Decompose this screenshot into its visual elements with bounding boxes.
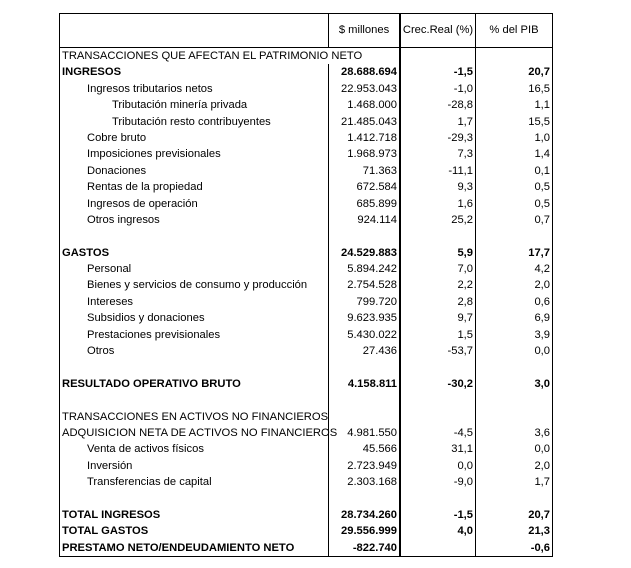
cell-crec-real: 4,0 [401, 523, 476, 539]
table-row [60, 343, 552, 359]
cell-pib: 1,1 [534, 99, 550, 112]
cell-pib [476, 409, 552, 425]
table-row [60, 474, 552, 490]
cell-pib: 2,0 [534, 459, 550, 472]
table-row [60, 523, 552, 539]
table-row [60, 196, 552, 212]
row-label: Intereses [60, 294, 329, 310]
cell-millones [329, 228, 401, 244]
row-label: Donaciones [60, 163, 329, 179]
spacer-row [60, 392, 552, 408]
row-label: Ingresos tributarios netos [60, 81, 329, 97]
cell-crec-real: 25,2 [401, 212, 476, 228]
row-label [60, 228, 329, 244]
table-row [60, 458, 552, 474]
cell-millones: 28.688.694 [329, 64, 401, 80]
table-row [60, 409, 552, 425]
row-label: Personal [60, 261, 329, 277]
cell-pib: 20,7 [528, 66, 550, 79]
cell-millones: 27.436 [329, 343, 401, 359]
cell-millones [329, 392, 401, 408]
row-label: Tributación minería privada [60, 97, 329, 113]
cell-crec-real: -28,8 [401, 97, 476, 113]
cell-millones: 29.556.999 [329, 523, 401, 539]
row-label: Otros ingresos [60, 212, 329, 228]
table-row [60, 48, 552, 64]
row-label: Venta de activos físicos [60, 441, 329, 457]
table-row [60, 327, 552, 343]
row-label: Ingresos de operación [60, 196, 329, 212]
cell-crec-real: -11,1 [401, 163, 476, 179]
header-label [60, 14, 329, 47]
table-row [60, 179, 552, 195]
cell-millones: 1.468.000 [329, 97, 401, 113]
cell-millones: 5.430.022 [329, 327, 401, 343]
cell-pib: 4,2 [534, 263, 550, 276]
cell-crec-real [401, 48, 476, 64]
table-row [60, 294, 552, 310]
cell-millones: 9.623.935 [329, 310, 401, 326]
cell-millones: 924.114 [329, 212, 401, 228]
cell-crec-real: 9,7 [401, 310, 476, 326]
cell-crec-real: -53,7 [401, 343, 476, 359]
table-row [60, 277, 552, 293]
row-label: PRESTAMO NETO/ENDEUDAMIENTO NETO [60, 540, 329, 556]
cell-pib: 1,7 [534, 476, 550, 489]
cell-pib: 1,4 [534, 148, 550, 161]
cell-crec-real [401, 359, 476, 375]
cell-millones [329, 359, 401, 375]
cell-crec-real: -30,2 [401, 376, 476, 392]
cell-millones: 1.968.973 [329, 146, 401, 162]
header-crec-real: Crec.Real (%) [401, 14, 476, 47]
cell-crec-real: 1,5 [401, 327, 476, 343]
row-label: Prestaciones previsionales [60, 327, 329, 343]
cell-pib: 0,5 [534, 181, 550, 194]
cell-millones: 24.529.883 [329, 245, 401, 261]
table-row [60, 540, 552, 556]
table-header-row [60, 14, 552, 48]
spacer-row [60, 359, 552, 375]
row-label: Cobre bruto [60, 130, 329, 146]
cell-pib: 0,0 [534, 345, 550, 358]
cell-pib: 15,5 [528, 115, 550, 128]
cell-pib: 17,7 [528, 246, 550, 259]
table-row [60, 163, 552, 179]
cell-millones: 799.720 [329, 294, 401, 310]
cell-crec-real: -1,0 [401, 81, 476, 97]
row-label: Imposiciones previsionales [60, 146, 329, 162]
table-row [60, 425, 552, 441]
cell-millones: 672.584 [329, 179, 401, 195]
row-label [60, 359, 329, 375]
cell-millones: 22.953.043 [329, 81, 401, 97]
cell-crec-real: -4,5 [401, 425, 476, 441]
cell-pib: 6,9 [534, 312, 550, 325]
row-label: INGRESOS [60, 64, 329, 80]
cell-pib [476, 491, 552, 507]
row-label: Inversión [60, 458, 329, 474]
cell-millones: 1.412.718 [329, 130, 401, 146]
table-row [60, 507, 552, 523]
cell-crec-real: 5,9 [401, 245, 476, 261]
row-label: TRANSACCIONES EN ACTIVOS NO FINANCIEROS [60, 409, 329, 425]
cell-millones: 2.754.528 [329, 277, 401, 293]
cell-crec-real: -1,5 [401, 507, 476, 523]
cell-millones: 2.723.949 [329, 458, 401, 474]
cell-millones: 71.363 [329, 163, 401, 179]
spacer-row [60, 228, 552, 244]
cell-millones [329, 491, 401, 507]
row-label: Transferencias de capital [60, 474, 329, 490]
header-pib: % del PIB [489, 24, 539, 36]
cell-crec-real: 2,8 [401, 294, 476, 310]
row-label [60, 491, 329, 507]
cell-millones: -822.740 [329, 540, 401, 556]
table-row [60, 376, 552, 392]
cell-crec-real: 31,1 [401, 441, 476, 457]
table-row [60, 114, 552, 130]
table-row [60, 310, 552, 326]
table-row [60, 97, 552, 113]
cell-pib: 0,5 [534, 197, 550, 210]
table-row [60, 64, 552, 80]
fiscal-table [59, 13, 553, 557]
cell-crec-real: -9,0 [401, 474, 476, 490]
cell-pib [476, 228, 552, 244]
table-row [60, 130, 552, 146]
cell-pib: -0,6 [530, 541, 550, 554]
cell-pib: 0,0 [534, 443, 550, 456]
cell-crec-real [401, 392, 476, 408]
cell-pib [476, 48, 552, 64]
cell-pib: 21,3 [528, 525, 550, 538]
cell-millones: 5.894.242 [329, 261, 401, 277]
row-label [60, 392, 329, 408]
cell-pib [476, 359, 552, 375]
cell-millones: 45.566 [329, 441, 401, 457]
header-millones: $ millones [329, 14, 401, 47]
cell-pib [476, 392, 552, 408]
cell-pib: 0,1 [534, 164, 550, 177]
spacer-row [60, 491, 552, 507]
cell-crec-real: 2,2 [401, 277, 476, 293]
cell-millones: 28.734.260 [329, 507, 401, 523]
table-row [60, 81, 552, 97]
cell-millones [329, 48, 401, 64]
table-row [60, 441, 552, 457]
cell-pib: 3,6 [534, 426, 550, 439]
cell-crec-real: -29,3 [401, 130, 476, 146]
table-row [60, 245, 552, 261]
cell-crec-real [401, 409, 476, 425]
cell-crec-real [401, 540, 476, 556]
table-body [60, 48, 552, 556]
cell-crec-real: 1,6 [401, 196, 476, 212]
cell-millones [329, 409, 401, 425]
cell-pib: 3,0 [534, 377, 550, 390]
cell-pib: 1,0 [534, 131, 550, 144]
cell-pib: 16,5 [528, 82, 550, 95]
row-label: TOTAL INGRESOS [60, 507, 329, 523]
row-label: TOTAL GASTOS [60, 523, 329, 539]
cell-crec-real: 1,7 [401, 114, 476, 130]
cell-pib: 2,0 [534, 279, 550, 292]
table-row [60, 146, 552, 162]
row-label: RESULTADO OPERATIVO BRUTO [60, 376, 329, 392]
cell-pib: 0,7 [534, 213, 550, 226]
cell-crec-real [401, 491, 476, 507]
row-label: Rentas de la propiedad [60, 179, 329, 195]
cell-millones: 2.303.168 [329, 474, 401, 490]
row-label: Otros [60, 343, 329, 359]
cell-millones: 4.158.811 [329, 376, 401, 392]
cell-pib: 3,9 [534, 328, 550, 341]
row-label: ADQUISICION NETA DE ACTIVOS NO FINANCIEROS [60, 425, 329, 441]
cell-crec-real: 7,3 [401, 146, 476, 162]
cell-crec-real: 0,0 [401, 458, 476, 474]
cell-pib: 20,7 [528, 508, 550, 521]
cell-crec-real: -1,5 [401, 64, 476, 80]
cell-millones: 685.899 [329, 196, 401, 212]
cell-millones: 21.485.043 [329, 114, 401, 130]
cell-pib: 0,6 [534, 295, 550, 308]
row-label: TRANSACCIONES QUE AFECTAN EL PATRIMONIO NETO [62, 50, 363, 62]
table-row [60, 261, 552, 277]
row-label: Bienes y servicios de consumo y producción [60, 277, 329, 293]
cell-crec-real [401, 228, 476, 244]
row-label: Tributación resto contribuyentes [60, 114, 329, 130]
cell-crec-real: 9,3 [401, 179, 476, 195]
row-label: GASTOS [60, 245, 329, 261]
row-label: Subsidios y donaciones [60, 310, 329, 326]
table-row [60, 212, 552, 228]
cell-millones: 4.981.550 [329, 425, 401, 441]
cell-crec-real: 7,0 [401, 261, 476, 277]
